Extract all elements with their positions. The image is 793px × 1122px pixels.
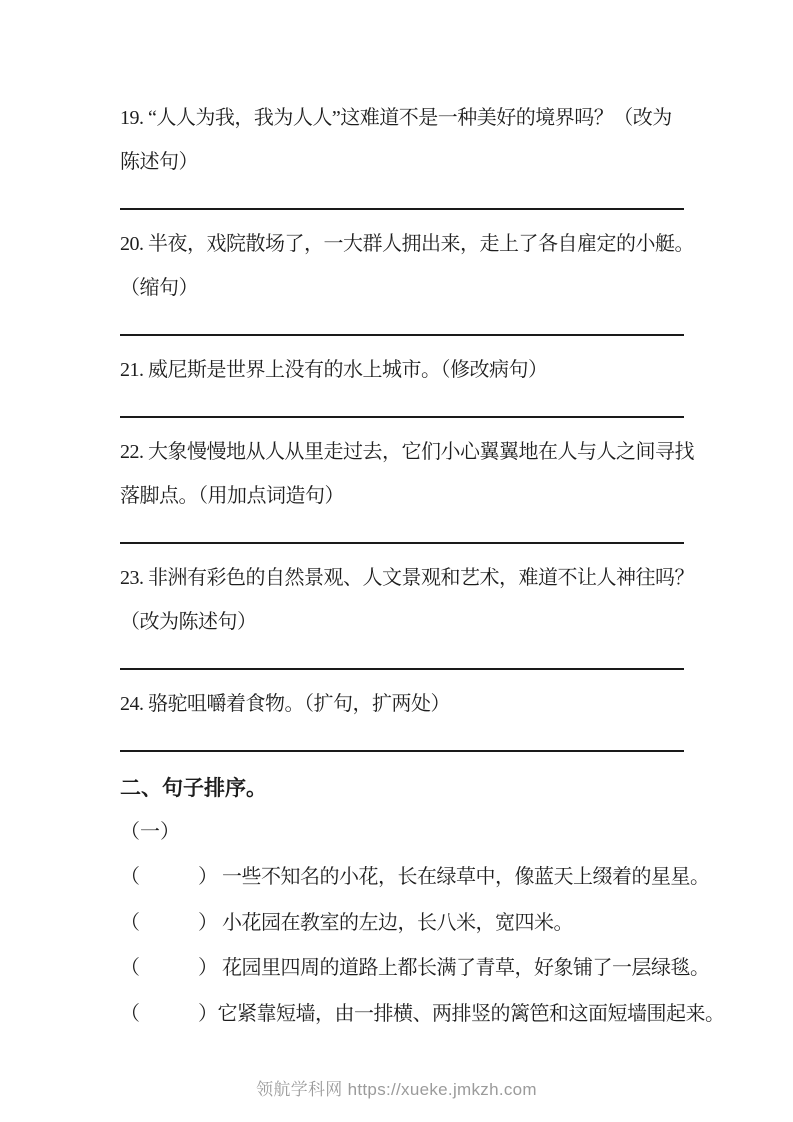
answer-blank-line [120, 208, 684, 210]
section-title: 二、句子排序。 [120, 776, 267, 800]
sort-item: （ ） 小花园在教室的左边，长八米，宽四米。 [120, 911, 573, 934]
question-text-line: 20. 半夜，戏院散场了，一大群人拥出来，走上了各自雇定的小艇。 [120, 233, 694, 255]
question-item [120, 96, 698, 210]
answer-blank-line [120, 542, 684, 544]
question-text-line: 24. 骆驼咀嚼着食物。（扩句，扩两处） [120, 693, 450, 715]
answer-blank-line [120, 334, 684, 336]
question-text-line: 陈述句） [120, 151, 198, 173]
sort-item: （ ） 花园里四周的道路上都长满了青草，好象铺了一层绿毯。 [120, 957, 710, 979]
question-text-line: 21. 威尼斯是世界上没有的水上城市。（修改病句） [120, 359, 548, 381]
question-item [120, 682, 698, 752]
question-item [120, 222, 698, 336]
question-item [120, 348, 698, 418]
answer-blank-line [120, 668, 684, 670]
section-group-label: （一） [120, 821, 180, 843]
question-item [120, 556, 698, 670]
question-text-line: 19. “人人为我，我为人人”这难道不是一种美好的境界吗？（改为 [120, 107, 672, 129]
question-item [120, 430, 698, 544]
question-text-line: （改为陈述句） [120, 611, 257, 633]
sort-item-list [120, 855, 725, 1037]
answer-blank-line [120, 416, 684, 418]
question-list [120, 96, 698, 752]
answer-blank-line [120, 750, 684, 752]
sort-item: （ ）它紧靠短墙，由一排横、两排竖的篱笆和这面短墙围起来。 [120, 1002, 725, 1025]
sort-item: （ ） 一些不知名的小花，长在绿草中，像蓝天上缀着的星星。 [120, 866, 710, 888]
footer-watermark: 领航学科网 https://xueke.jmkzh.com [256, 1080, 537, 1099]
question-text-line: 22. 大象慢慢地从人从里走过去，它们小心翼翼地在人与人之间寻找 [120, 441, 694, 463]
question-text-line: （缩句） [120, 277, 198, 299]
question-text-line: 23. 非洲有彩色的自然景观、人文景观和艺术，难道不让人神往吗？ [120, 567, 694, 589]
question-text-line: 落脚点。（用加点词造句） [120, 485, 344, 507]
